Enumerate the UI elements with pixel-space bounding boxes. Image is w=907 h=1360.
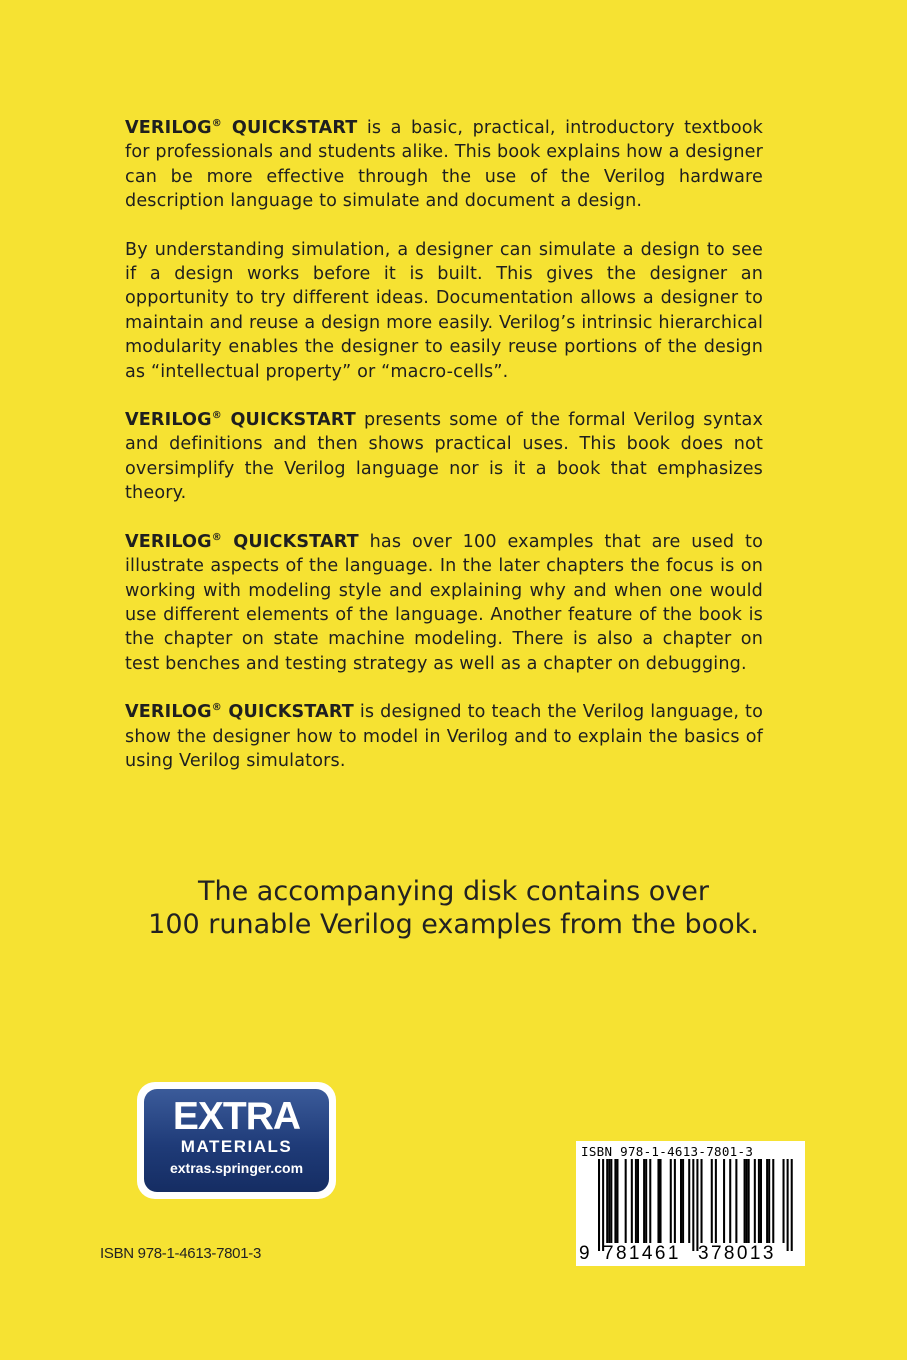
barcode-bar: [754, 1159, 756, 1243]
barcode-bar: [760, 1159, 762, 1243]
barcode-bar: [625, 1159, 627, 1243]
barcode-bar: [674, 1159, 676, 1243]
disk-note-line-1: The accompanying disk contains over: [198, 876, 709, 907]
barcode-bar: [787, 1159, 789, 1251]
extra-materials-logo: [144, 1089, 329, 1192]
barcode-bar: [657, 1159, 659, 1243]
book-title: VERILOG® QUICKSTART: [125, 410, 356, 431]
barcode-bar: [670, 1159, 672, 1243]
barcode-digit-first: 9: [579, 1243, 590, 1264]
barcode-bar: [608, 1159, 610, 1243]
book-title: VERILOG® QUICKSTART: [125, 118, 358, 138]
barcode-bar: [735, 1159, 737, 1243]
blurb-paragraph-1: VERILOG® QUICKSTART is a basic, practical, introductory textbook for professionals and students alike. This book explains how a designer can be more effective through the use of the Verilog hardware description language to simulate and document a design.: [125, 118, 763, 212]
barcode-bar: [680, 1159, 682, 1243]
barcode-bar: [748, 1159, 750, 1243]
barcode-bar: [635, 1159, 637, 1243]
barcode-bar: [606, 1159, 608, 1243]
barcode-bar: [715, 1159, 717, 1243]
barcode-bar: [729, 1159, 731, 1243]
barcode-bar: [660, 1159, 662, 1243]
barcode-bar: [616, 1159, 618, 1243]
barcode-digits-left: 781461: [603, 1243, 681, 1264]
barcode-bar: [682, 1159, 684, 1243]
materials-label: MATERIALS: [180, 1137, 293, 1156]
barcode-bar: [598, 1159, 600, 1251]
isbn-text: ISBN 978-1-4613-7801-3: [100, 1245, 262, 1262]
barcode-bar: [766, 1159, 768, 1243]
barcode-bar: [637, 1159, 639, 1243]
disk-note: [0, 875, 907, 941]
disk-note-line-2: 100 runable Verilog examples from the book.: [148, 909, 759, 940]
barcode-bar: [602, 1159, 604, 1251]
barcode-bar: [645, 1159, 647, 1243]
barcode-digits-right: 378013: [698, 1243, 776, 1264]
barcode-bar: [772, 1159, 774, 1243]
isbn-barcode: [576, 1141, 805, 1266]
barcode-bar: [692, 1159, 694, 1251]
barcode-bar: [746, 1159, 748, 1243]
back-cover-blurb: [125, 116, 763, 797]
extra-label: EXTRA: [172, 1095, 301, 1138]
barcode-bar: [688, 1159, 690, 1243]
barcode-bar: [614, 1159, 616, 1243]
barcode-bar: [610, 1159, 612, 1243]
blurb-paragraph-4: VERILOG® QUICKSTART has over 100 examples that are used to illustrate aspects of the language. In the later chapters the focus is on working with modeling style and explaining why and when one would use different elements of the language. Another feature of the book is the chapter on state machine modeling. There is also a chapter on test benches and testing strategy as well as a chapter on debugging.: [125, 531, 763, 674]
barcode-bar: [631, 1159, 633, 1243]
barcode-bar: [696, 1159, 698, 1251]
blurb-paragraph-2: By understanding simulation, a designer can simulate a design to see if a design works before it is built. This gives the designer an opportunity to try different ideas. Documentation allows a designer to maintain and reuse a design more easily. Verilog’s intrinsic hierarchical modularity enables the designer to easily reuse portions of the design as “intellectual property” or “macro-cells”.: [125, 239, 763, 382]
book-title: VERILOG® QUICKSTART: [125, 702, 354, 723]
extras-url-link[interactable]: extras.springer.com: [169, 1160, 304, 1176]
barcode-bar: [783, 1159, 785, 1243]
barcode-isbn-label: ISBN 978-1-4613-7801-3: [581, 1144, 754, 1159]
barcode-bar: [768, 1159, 770, 1243]
book-title: VERILOG® QUICKSTART: [125, 531, 359, 552]
barcode-bar: [791, 1159, 793, 1251]
barcode-bar: [758, 1159, 760, 1243]
blurb-paragraph-3: VERILOG® QUICKSTART presents some of the formal Verilog syntax and definitions and then shows practical uses. This book does not oversimplify the Verilog language nor is it a book that emphasizes theory.: [125, 410, 764, 504]
barcode-bar: [711, 1159, 713, 1243]
barcode-bar: [701, 1159, 703, 1243]
barcode-bar: [649, 1159, 651, 1243]
barcode-bar: [723, 1159, 725, 1243]
blurb-paragraph-5: VERILOG® QUICKSTART is designed to teach the Verilog language, to show the designer how to model in Verilog and to explain the basics of using Verilog simulators.: [125, 702, 763, 771]
barcode-bar: [643, 1159, 645, 1243]
barcode-bar: [744, 1159, 746, 1243]
extra-materials-badge[interactable]: [137, 1082, 336, 1199]
